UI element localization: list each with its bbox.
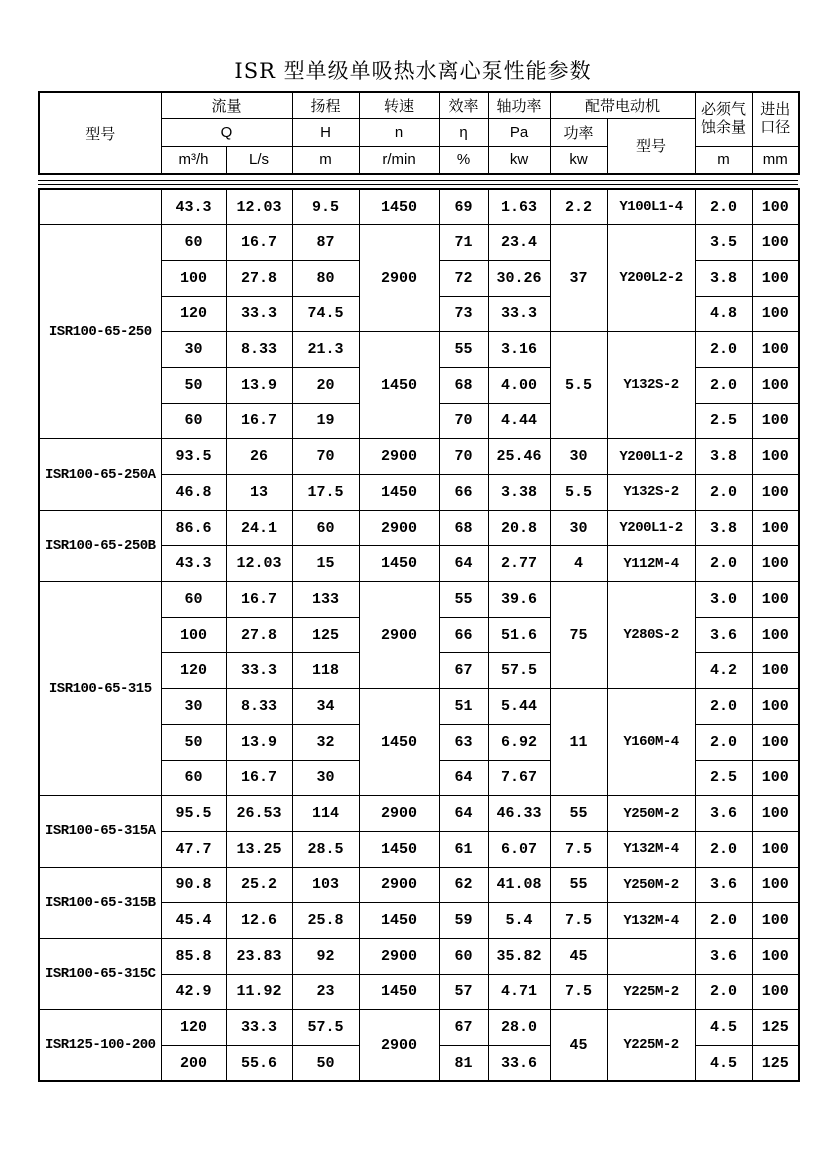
pump-model: [39, 189, 161, 225]
value-cell: 100: [752, 189, 799, 225]
value-cell: 50: [161, 367, 226, 403]
value-cell: 2.77: [488, 546, 550, 582]
value-cell: 100: [752, 938, 799, 974]
motor-model: Y160M-4: [607, 689, 695, 796]
value-cell: 46.33: [488, 796, 550, 832]
value-cell: 34: [292, 689, 359, 725]
header-flow-symbol: Q: [161, 118, 292, 146]
value-cell: 86.6: [161, 510, 226, 546]
value-cell: 3.16: [488, 332, 550, 368]
value-cell: 16.7: [226, 582, 292, 618]
value-cell: 6.07: [488, 831, 550, 867]
value-cell: 46.8: [161, 475, 226, 511]
value-cell: 30: [161, 689, 226, 725]
value-cell: 70: [292, 439, 359, 475]
table-row: [39, 582, 799, 618]
value-cell: 2.0: [695, 689, 752, 725]
value-cell: 21.3: [292, 332, 359, 368]
header-model: 型号: [39, 92, 161, 174]
value-cell: 4: [550, 546, 607, 582]
value-cell: 30: [550, 510, 607, 546]
motor-model: Y200L1-2: [607, 510, 695, 546]
value-cell: 4.2: [695, 653, 752, 689]
header-port-line1: 进出: [760, 100, 791, 118]
motor-model: Y132S-2: [607, 475, 695, 511]
header-motor-power: 功率: [550, 118, 607, 146]
value-cell: 25.2: [226, 867, 292, 903]
value-cell: 3.5: [695, 225, 752, 261]
value-cell: 1450: [359, 546, 439, 582]
value-cell: 100: [161, 617, 226, 653]
value-cell: 62: [439, 867, 488, 903]
value-cell: 45: [550, 938, 607, 974]
value-cell: 6.92: [488, 724, 550, 760]
data-table: [38, 188, 800, 1082]
value-cell: 28.0: [488, 1010, 550, 1046]
value-cell: 33.3: [488, 296, 550, 332]
value-cell: 100: [752, 260, 799, 296]
value-cell: 27.8: [226, 617, 292, 653]
value-cell: 2900: [359, 582, 439, 689]
value-cell: 80: [292, 260, 359, 296]
value-cell: 4.5: [695, 1010, 752, 1046]
value-cell: 70: [439, 403, 488, 439]
header-table: [38, 91, 800, 175]
value-cell: 2.0: [695, 831, 752, 867]
value-cell: 11: [550, 689, 607, 796]
header-npsh-line2: 蚀余量: [701, 119, 747, 137]
header-flow: 流量: [161, 92, 292, 118]
value-cell: 60: [292, 510, 359, 546]
value-cell: 74.5: [292, 296, 359, 332]
value-cell: 100: [752, 439, 799, 475]
value-cell: 92: [292, 938, 359, 974]
value-cell: 5.44: [488, 689, 550, 725]
header-unit-motor-power: kw: [550, 146, 607, 174]
value-cell: 68: [439, 367, 488, 403]
header-head-symbol: H: [292, 118, 359, 146]
value-cell: 1450: [359, 189, 439, 225]
value-cell: 13: [226, 475, 292, 511]
value-cell: 2.0: [695, 332, 752, 368]
value-cell: 43.3: [161, 189, 226, 225]
value-cell: 100: [752, 403, 799, 439]
pump-model: ISR100-65-315C: [39, 938, 161, 1009]
header-unit-efficiency: %: [439, 146, 488, 174]
motor-model: Y225M-2: [607, 974, 695, 1010]
value-cell: 125: [752, 1010, 799, 1046]
value-cell: 1450: [359, 332, 439, 439]
value-cell: 7.5: [550, 831, 607, 867]
header-npsh-line1: 必须气: [701, 100, 747, 118]
motor-model: Y132S-2: [607, 332, 695, 439]
table-row: [39, 867, 799, 903]
value-cell: 33.3: [226, 296, 292, 332]
value-cell: 2900: [359, 938, 439, 974]
value-cell: 118: [292, 653, 359, 689]
value-cell: 12.03: [226, 546, 292, 582]
value-cell: 67: [439, 653, 488, 689]
value-cell: 120: [161, 1010, 226, 1046]
header-unit-shaft-power: kw: [488, 146, 550, 174]
value-cell: 2.0: [695, 724, 752, 760]
value-cell: 55: [439, 582, 488, 618]
value-cell: 23.83: [226, 938, 292, 974]
value-cell: 120: [161, 653, 226, 689]
value-cell: 100: [752, 974, 799, 1010]
value-cell: 12.6: [226, 903, 292, 939]
motor-model: Y132M-4: [607, 903, 695, 939]
value-cell: 64: [439, 796, 488, 832]
value-cell: 19: [292, 403, 359, 439]
value-cell: 51.6: [488, 617, 550, 653]
value-cell: 20.8: [488, 510, 550, 546]
value-cell: 8.33: [226, 689, 292, 725]
value-cell: 13.25: [226, 831, 292, 867]
value-cell: 35.82: [488, 938, 550, 974]
value-cell: 11.92: [226, 974, 292, 1010]
value-cell: 1.63: [488, 189, 550, 225]
value-cell: 61: [439, 831, 488, 867]
motor-model: Y250M-2: [607, 867, 695, 903]
header-motor: 配带电动机: [550, 92, 695, 118]
table-row: [39, 510, 799, 546]
value-cell: 100: [752, 510, 799, 546]
value-cell: 37: [550, 225, 607, 332]
value-cell: 100: [752, 546, 799, 582]
table-row: [39, 189, 799, 225]
header-unit-ls: L/s: [226, 146, 292, 174]
value-cell: 100: [752, 831, 799, 867]
value-cell: 4.44: [488, 403, 550, 439]
value-cell: 7.67: [488, 760, 550, 796]
value-cell: 27.8: [226, 260, 292, 296]
pump-model: ISR100-65-250A: [39, 439, 161, 510]
motor-model: Y225M-2: [607, 1010, 695, 1081]
header-unit-npsh: m: [695, 146, 752, 174]
header-head: 扬程: [292, 92, 359, 118]
header-efficiency: 效率: [439, 92, 488, 118]
value-cell: 2.0: [695, 189, 752, 225]
value-cell: 72: [439, 260, 488, 296]
motor-model: Y280S-2: [607, 582, 695, 689]
header-unit-port: mm: [752, 146, 799, 174]
value-cell: 120: [161, 296, 226, 332]
value-cell: 57: [439, 974, 488, 1010]
value-cell: 60: [161, 225, 226, 261]
value-cell: 25.8: [292, 903, 359, 939]
value-cell: 114: [292, 796, 359, 832]
value-cell: 47.7: [161, 831, 226, 867]
value-cell: 55: [550, 867, 607, 903]
value-cell: 9.5: [292, 189, 359, 225]
value-cell: 42.9: [161, 974, 226, 1010]
value-cell: 41.08: [488, 867, 550, 903]
value-cell: 2900: [359, 225, 439, 332]
motor-model: Y100L1-4: [607, 189, 695, 225]
table-row: [39, 225, 799, 261]
value-cell: 25.46: [488, 439, 550, 475]
value-cell: 93.5: [161, 439, 226, 475]
value-cell: 100: [752, 724, 799, 760]
value-cell: 8.33: [226, 332, 292, 368]
value-cell: 2.0: [695, 367, 752, 403]
value-cell: 23: [292, 974, 359, 1010]
value-cell: 30.26: [488, 260, 550, 296]
value-cell: 15: [292, 546, 359, 582]
value-cell: 87: [292, 225, 359, 261]
value-cell: 26.53: [226, 796, 292, 832]
value-cell: 30: [161, 332, 226, 368]
header-port: [752, 92, 799, 146]
value-cell: 73: [439, 296, 488, 332]
value-cell: 67: [439, 1010, 488, 1046]
value-cell: 85.8: [161, 938, 226, 974]
motor-model: Y132M-4: [607, 831, 695, 867]
value-cell: 70: [439, 439, 488, 475]
value-cell: 24.1: [226, 510, 292, 546]
value-cell: 45.4: [161, 903, 226, 939]
value-cell: 59: [439, 903, 488, 939]
value-cell: 100: [752, 617, 799, 653]
header-shaft-power: 轴功率: [488, 92, 550, 118]
motor-model: Y200L2-2: [607, 225, 695, 332]
pump-model: ISR100-65-315: [39, 582, 161, 796]
data-table-body: [39, 189, 799, 1081]
motor-model: Y250M-2: [607, 796, 695, 832]
motor-model: Y200L1-2: [607, 439, 695, 475]
value-cell: 200: [161, 1046, 226, 1082]
value-cell: 100: [161, 260, 226, 296]
value-cell: 3.6: [695, 938, 752, 974]
value-cell: 39.6: [488, 582, 550, 618]
header-npsh: [695, 92, 752, 146]
value-cell: 2900: [359, 439, 439, 475]
value-cell: 7.5: [550, 974, 607, 1010]
value-cell: 66: [439, 475, 488, 511]
value-cell: 17.5: [292, 475, 359, 511]
value-cell: 3.8: [695, 510, 752, 546]
value-cell: 4.5: [695, 1046, 752, 1082]
header-unit-head: m: [292, 146, 359, 174]
value-cell: 13.9: [226, 724, 292, 760]
value-cell: 100: [752, 760, 799, 796]
value-cell: 68: [439, 510, 488, 546]
value-cell: 30: [550, 439, 607, 475]
pump-model: ISR125-100-200: [39, 1010, 161, 1081]
value-cell: 3.6: [695, 867, 752, 903]
value-cell: 100: [752, 475, 799, 511]
value-cell: 43.3: [161, 546, 226, 582]
value-cell: 50: [292, 1046, 359, 1082]
value-cell: 2900: [359, 1010, 439, 1081]
motor-model: Y112M-4: [607, 546, 695, 582]
value-cell: 95.5: [161, 796, 226, 832]
header-efficiency-symbol: η: [439, 118, 488, 146]
value-cell: 64: [439, 760, 488, 796]
value-cell: 23.4: [488, 225, 550, 261]
value-cell: 51: [439, 689, 488, 725]
value-cell: 75: [550, 582, 607, 689]
value-cell: 30: [292, 760, 359, 796]
value-cell: 100: [752, 867, 799, 903]
header-unit-speed: r/min: [359, 146, 439, 174]
value-cell: 32: [292, 724, 359, 760]
value-cell: 100: [752, 296, 799, 332]
value-cell: 3.0: [695, 582, 752, 618]
header-speed-symbol: n: [359, 118, 439, 146]
value-cell: 3.6: [695, 796, 752, 832]
value-cell: 45: [550, 1010, 607, 1081]
value-cell: 3.6: [695, 617, 752, 653]
value-cell: 16.7: [226, 760, 292, 796]
value-cell: 69: [439, 189, 488, 225]
value-cell: 26: [226, 439, 292, 475]
value-cell: 100: [752, 653, 799, 689]
pump-model: ISR100-65-315A: [39, 796, 161, 867]
value-cell: 16.7: [226, 403, 292, 439]
value-cell: 2.0: [695, 546, 752, 582]
value-cell: 2900: [359, 867, 439, 903]
value-cell: 1450: [359, 831, 439, 867]
value-cell: 60: [161, 760, 226, 796]
value-cell: 33.3: [226, 653, 292, 689]
value-cell: 7.5: [550, 903, 607, 939]
value-cell: 1450: [359, 903, 439, 939]
value-cell: 5.5: [550, 475, 607, 511]
value-cell: 16.7: [226, 225, 292, 261]
value-cell: 100: [752, 225, 799, 261]
value-cell: 55.6: [226, 1046, 292, 1082]
motor-model: [607, 938, 695, 974]
value-cell: 100: [752, 796, 799, 832]
value-cell: 3.8: [695, 439, 752, 475]
value-cell: 81: [439, 1046, 488, 1082]
value-cell: 103: [292, 867, 359, 903]
value-cell: 133: [292, 582, 359, 618]
value-cell: 55: [550, 796, 607, 832]
value-cell: 125: [292, 617, 359, 653]
value-cell: 2.5: [695, 403, 752, 439]
value-cell: 1450: [359, 475, 439, 511]
value-cell: 100: [752, 582, 799, 618]
value-cell: 50: [161, 724, 226, 760]
value-cell: 4.00: [488, 367, 550, 403]
value-cell: 5.4: [488, 903, 550, 939]
value-cell: 20: [292, 367, 359, 403]
table-continuation-rule: [38, 180, 798, 185]
value-cell: 60: [439, 938, 488, 974]
header-port-line2: 口径: [760, 119, 791, 137]
value-cell: 2900: [359, 796, 439, 832]
page-title: ISR 型单级单吸热水离心泵性能参数: [234, 59, 592, 83]
value-cell: 4.71: [488, 974, 550, 1010]
header-speed: 转速: [359, 92, 439, 118]
table-row: [39, 1010, 799, 1046]
value-cell: 2.5: [695, 760, 752, 796]
value-cell: 90.8: [161, 867, 226, 903]
value-cell: 3.8: [695, 260, 752, 296]
value-cell: 1450: [359, 974, 439, 1010]
value-cell: 28.5: [292, 831, 359, 867]
value-cell: 2.0: [695, 903, 752, 939]
pump-model: ISR100-65-250B: [39, 510, 161, 581]
value-cell: 33.3: [226, 1010, 292, 1046]
value-cell: 57.5: [292, 1010, 359, 1046]
value-cell: 100: [752, 689, 799, 725]
table-row: [39, 938, 799, 974]
value-cell: 5.5: [550, 332, 607, 439]
value-cell: 4.8: [695, 296, 752, 332]
value-cell: 2.0: [695, 974, 752, 1010]
table-row: [39, 796, 799, 832]
value-cell: 64: [439, 546, 488, 582]
value-cell: 12.03: [226, 189, 292, 225]
value-cell: 100: [752, 332, 799, 368]
value-cell: 3.38: [488, 475, 550, 511]
value-cell: 33.6: [488, 1046, 550, 1082]
pump-model: ISR100-65-250: [39, 225, 161, 439]
value-cell: 63: [439, 724, 488, 760]
value-cell: 100: [752, 367, 799, 403]
table-row: [39, 439, 799, 475]
value-cell: 2900: [359, 510, 439, 546]
value-cell: 100: [752, 903, 799, 939]
value-cell: 60: [161, 403, 226, 439]
value-cell: 71: [439, 225, 488, 261]
value-cell: 60: [161, 582, 226, 618]
value-cell: 55: [439, 332, 488, 368]
value-cell: 1450: [359, 689, 439, 796]
value-cell: 57.5: [488, 653, 550, 689]
pump-model: ISR100-65-315B: [39, 867, 161, 938]
value-cell: 66: [439, 617, 488, 653]
value-cell: 125: [752, 1046, 799, 1082]
value-cell: 2.2: [550, 189, 607, 225]
value-cell: 2.0: [695, 475, 752, 511]
header-unit-m3h: m³/h: [161, 146, 226, 174]
value-cell: 13.9: [226, 367, 292, 403]
header-motor-model: 型号: [607, 118, 695, 174]
header-shaft-power-symbol: Pa: [488, 118, 550, 146]
